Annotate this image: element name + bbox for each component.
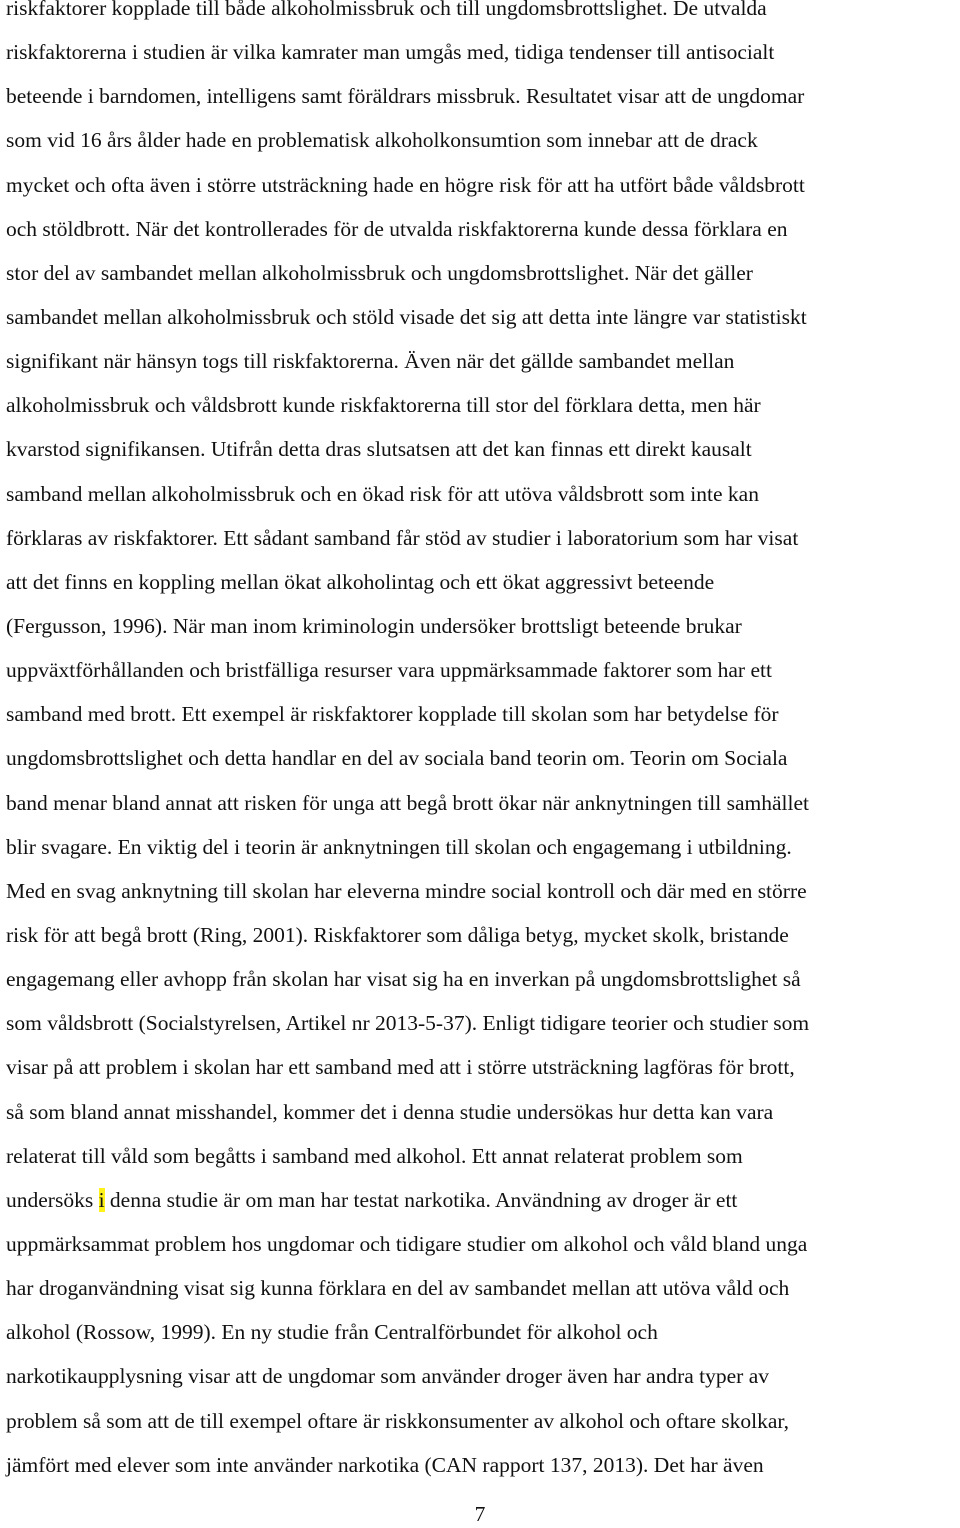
text-line: uppväxtförhållanden och bristfälliga resurser vara uppmärksammade faktorer som har ett: [6, 658, 772, 683]
text-line: signifikant när hänsyn togs till riskfaktorerna. Även när det gällde sambandet mellan: [6, 349, 735, 374]
text-line: Med en svag anknytning till skolan har eleverna mindre social kontroll och där med en större: [6, 878, 807, 903]
text-line: samband mellan alkoholmissbruk och en ökad risk för att utöva våldsbrott som inte kan: [6, 481, 759, 506]
text-line: riskfaktorerna i studien är vilka kamrater man umgås med, tidiga tendenser till antisocialt: [6, 40, 775, 65]
page-number: 7: [474, 1502, 486, 1526]
text-line: ungdomsbrottslighet och detta handlar en del av sociala band teorin om. Teorin om Sociala: [6, 746, 788, 771]
text-line: riskfaktorer kopplade till både alkoholmissbruk och till ungdomsbrottslighet. De utvalda: [6, 0, 767, 20]
text-line: som våldsbrott (Socialstyrelsen, Artikel nr 2013-5-37). Enligt tidigare teorier och studier som: [6, 1011, 810, 1036]
text-line: kvarstod signifikansen. Utifrån detta dras slutsatsen att det kan finnas ett direkt kausalt: [6, 437, 752, 462]
text-line: relaterat till våld som begåtts i samband med alkohol. Ett annat relaterat problem som: [6, 1143, 743, 1168]
text-line: alkoholmissbruk och våldsbrott kunde riskfaktorerna till stor del förklara detta, men här: [6, 393, 761, 418]
text-line: har droganvändning visat sig kunna förklara en del av sambandet mellan att utöva våld och: [6, 1276, 790, 1301]
text-line: förklaras av riskfaktorer. Ett sådant samband får stöd av studier i laboratorium som har visat: [6, 525, 799, 550]
text-line: band menar bland annat att risken för unga att begå brott ökar när anknytningen till samhället: [6, 790, 810, 815]
text-line: (Fergusson, 1996). När man inom kriminologin undersöker brottsligt beteende brukar: [6, 613, 742, 638]
text-line: mycket och ofta även i större utsträckning hade en högre risk för att ha utfört både våldsbrott: [6, 172, 805, 197]
text-line: alkohol (Rossow, 1999). En ny studie från Centralförbundet för alkohol och: [6, 1320, 658, 1345]
text-line: att det finns en koppling mellan ökat alkoholintag och ett ökat aggressivt beteende: [6, 569, 715, 594]
text-line: blir svagare. En viktig del i teorin är anknytningen till skolan och engagemang i utbildning.: [6, 834, 792, 859]
text-line: uppmärksammat problem hos ungdomar och tidigare studier om alkohol och våld bland unga: [6, 1231, 808, 1256]
text-line: så som bland annat misshandel, kommer det i denna studie undersökas hur detta kan vara: [6, 1099, 774, 1124]
text-segment: undersöks: [6, 1187, 99, 1212]
text-line: jämfört med elever som inte använder narkotika (CAN rapport 137, 2013). Det har även: [6, 1452, 764, 1477]
text-line: narkotikaupplysning visar att de ungdomar som använder droger även har andra typer av: [6, 1364, 769, 1389]
highlighted-word: i: [98, 1187, 105, 1212]
text-line: sambandet mellan alkoholmissbruk och stöld visade det sig att detta inte längre var statistiskt: [6, 304, 807, 329]
text-line: visar på att problem i skolan har ett samband med att i större utsträckning lagföras för brott,: [6, 1055, 795, 1080]
body-text: [6, 0, 960, 1495]
text-line: engagemang eller avhopp från skolan har visat sig ha en inverkan på ungdomsbrottslighet så: [6, 967, 801, 992]
text-line: samband med brott. Ett exempel är riskfaktorer kopplade till skolan som har betydelse för: [6, 702, 779, 727]
text-line: risk för att begå brott (Ring, 2001). Riskfaktorer som dåliga betyg, mycket skolk, bristande: [6, 922, 789, 947]
text-line: [6, 1186, 960, 1230]
text-line: problem så som att de till exempel oftare är riskkonsumenter av alkohol och oftare skolkar,: [6, 1408, 790, 1433]
text-line: och stöldbrott. När det kontrollerades för de utvalda riskfaktorerna kunde dessa förklara en: [6, 216, 788, 241]
text-line: stor del av sambandet mellan alkoholmissbruk och ungdomsbrottslighet. När det gäller: [6, 260, 753, 285]
text-segment: denna studie är om man har testat narkotika. Användning av droger är ett: [104, 1187, 738, 1212]
text-line: beteende i barndomen, intelligens samt föräldrars missbruk. Resultatet visar att de ungdomar: [6, 84, 805, 109]
text-line: som vid 16 års ålder hade en problematisk alkoholkonsumtion som innebar att de drack: [6, 128, 758, 153]
